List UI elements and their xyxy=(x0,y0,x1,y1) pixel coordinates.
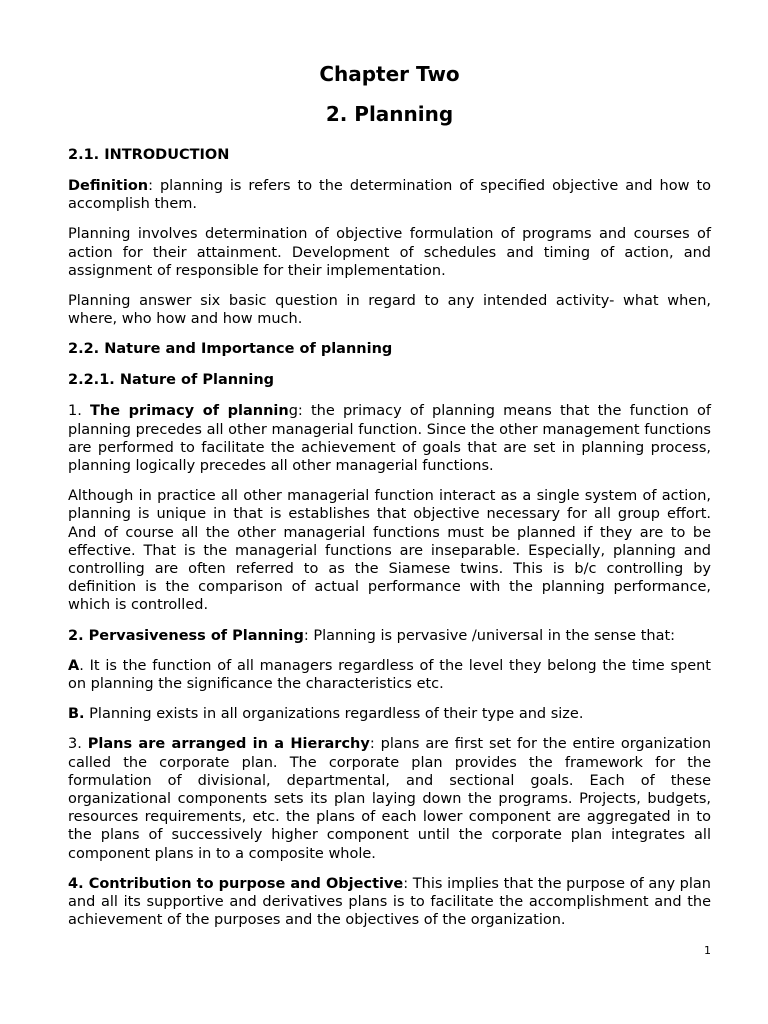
item-a-text: . It is the function of all managers regardless of the level they belong the time spent on planning the significance the characteristics etc. xyxy=(68,657,711,693)
subsection-heading-nature: 2.2.1. Nature of Planning xyxy=(68,372,275,389)
paragraph-planning-involves: Planning involves determination of objective formulation of programs and courses of action for their attainment. Development of schedules and timing of action, and assignment of responsible for their implementation. xyxy=(68,226,711,279)
item-hierarchy-term: Plans are arranged in a Hierarchy xyxy=(87,736,370,753)
item-b-label: B. xyxy=(68,706,85,723)
item-pervasiveness xyxy=(68,627,711,645)
item-hierarchy-text: : plans are first set for the entire organization called the corporate plan. The corporate plan provides the framework for the formulation of divisional, departmental, and sectional goals. Each of these organizational components sets its plan laying down the programs. Projects, budgets, resources requirements, etc. the plans of each lower component are aggregated in to the plans of successively higher component until the corporate plan integrates all component plans in to a composite whole. xyxy=(68,736,712,862)
item-pervasiveness-term: 2. Pervasiveness of Planning xyxy=(68,627,304,644)
item-primacy-term: The primacy of plannin xyxy=(90,403,289,420)
item-contribution-term: 4. Contribution to purpose and Objective xyxy=(68,875,404,892)
item-contribution-text: : This implies that the purpose of any plan and all its supportive and derivatives plans is to facilitate the accomplishment and the achievement of the purposes and the objectives of the organization. xyxy=(68,875,711,929)
item-primacy-number: 1. xyxy=(68,403,91,420)
item-a xyxy=(68,657,711,693)
item-primacy xyxy=(68,402,711,475)
page-number: 1 xyxy=(704,944,711,957)
definition-term: Definition xyxy=(68,178,149,194)
item-primacy-text: g: the primacy of planning means that the function of planning precedes all other managerial function. Since the other management functions are performed to facilitate the achievement of goals that are set in planning process, planning logically precedes all other managerial functions. xyxy=(68,403,711,475)
item-b xyxy=(68,705,711,723)
section-heading-introduction: 2.1. INTRODUCTION xyxy=(68,147,230,163)
item-b-text: Planning exists in all organizations regardless of their type and size. xyxy=(84,706,584,723)
chapter-title: 2. Planning xyxy=(325,102,454,126)
section-heading-nature-importance: 2.2. Nature and Importance of planning xyxy=(68,341,393,358)
definition-paragraph xyxy=(68,177,711,213)
item-a-label: A xyxy=(68,657,80,674)
item-hierarchy-number: 3. xyxy=(68,736,88,753)
chapter-heading: Chapter Two xyxy=(319,62,460,86)
paragraph-although: Although in practice all other managerial function interact as a single system of action, planning is unique in that is establishes that objective necessary for all group effort. And of course all the other managerial functions must be planned if they are to be effective. That is the managerial functions are inseparable. Especially, planning and controlling are often referred to as the Siamese twins. This is b/c controlling by definition is the comparison of actual performance with the planning performance, which is controlled. xyxy=(68,488,711,614)
paragraph-planning-answer: Planning answer six basic question in regard to any intended activity- what when, where, who how and how much. xyxy=(68,293,711,328)
item-contribution xyxy=(68,875,711,930)
definition-text: : planning is refers to the determination of specified objective and how to accomplish them. xyxy=(68,178,711,213)
item-pervasiveness-text: : Planning is pervasive /universal in the sense that: xyxy=(303,627,676,644)
item-hierarchy xyxy=(68,735,711,862)
